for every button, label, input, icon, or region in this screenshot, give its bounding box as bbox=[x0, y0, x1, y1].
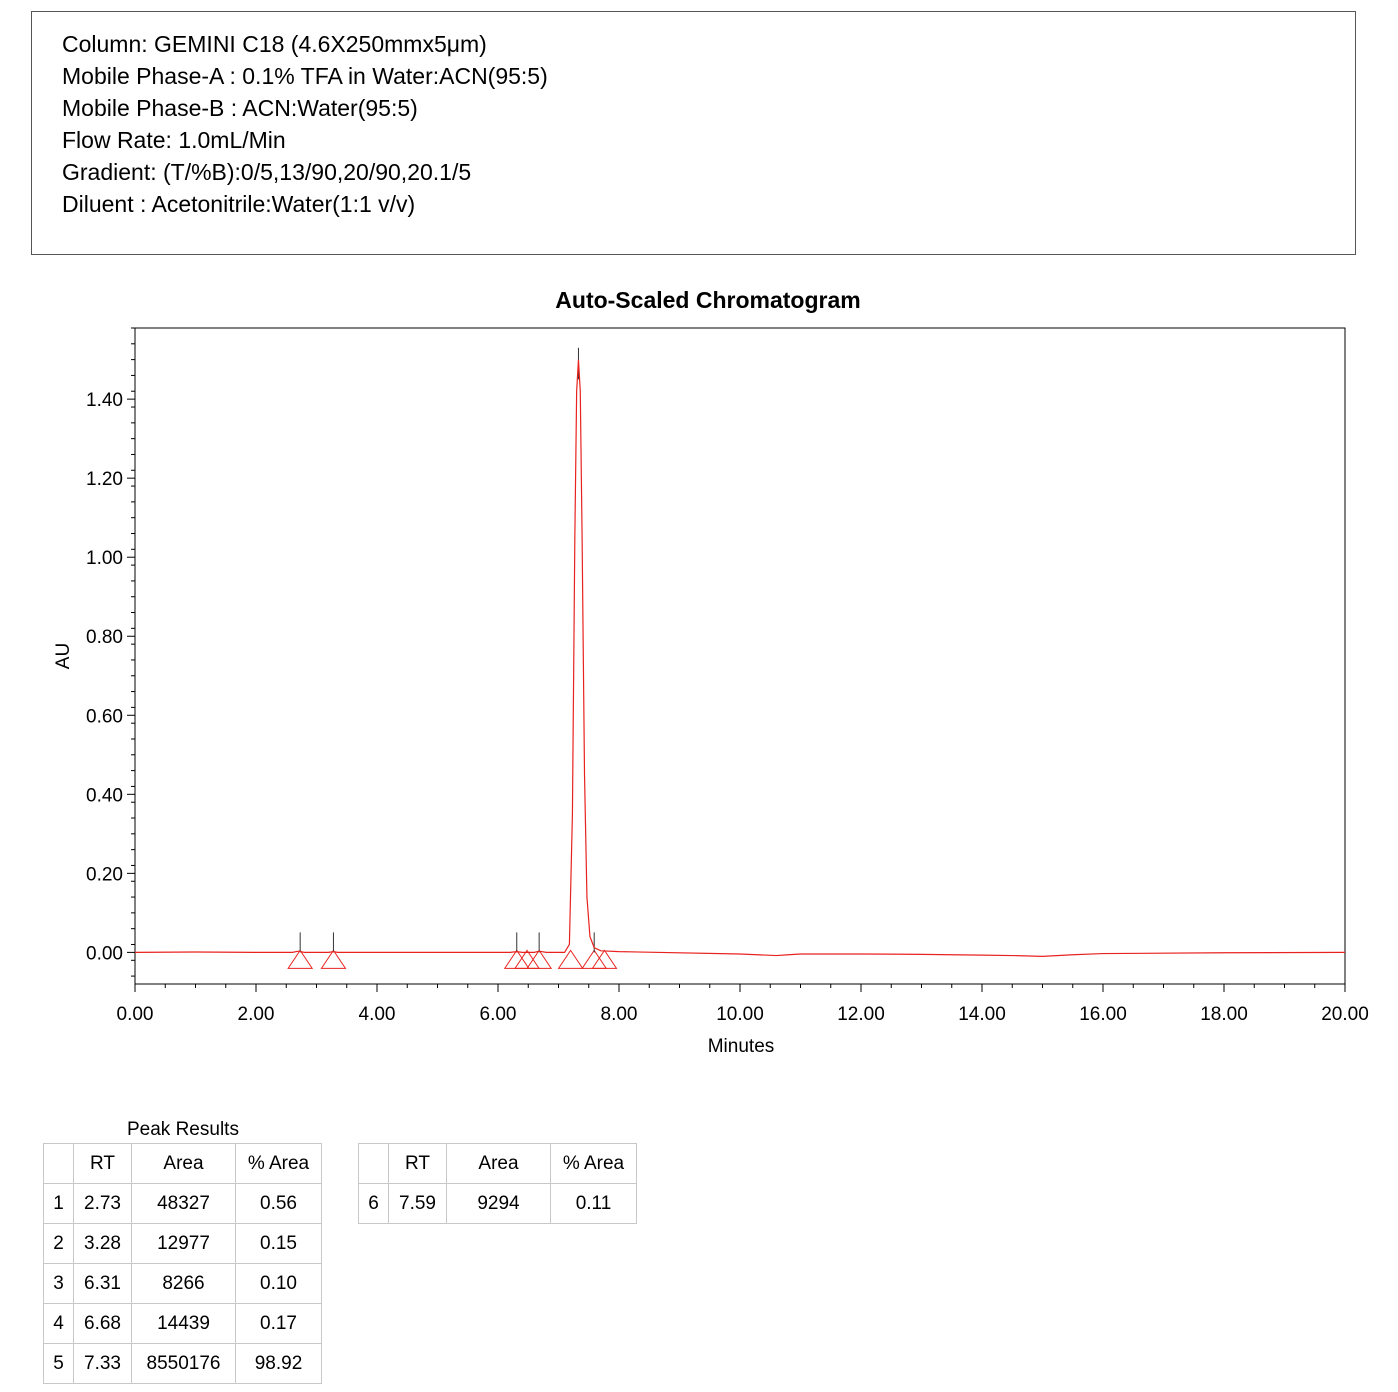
x-tick-label: 10.00 bbox=[716, 1004, 764, 1025]
table-row bbox=[44, 1344, 322, 1384]
header-rt: RT bbox=[389, 1144, 447, 1184]
header-area: Area bbox=[447, 1144, 551, 1184]
x-tick-label: 0.00 bbox=[116, 1004, 154, 1025]
x-tick-label: 20.00 bbox=[1321, 1004, 1369, 1025]
peak-rt: 7.59 bbox=[389, 1184, 447, 1224]
x-tick-label: 16.00 bbox=[1079, 1004, 1127, 1025]
peak-area: 14439 bbox=[132, 1304, 236, 1344]
peak-index: 5 bbox=[44, 1344, 74, 1384]
peak-percent-area: 0.15 bbox=[236, 1224, 322, 1264]
x-tick-label: 12.00 bbox=[837, 1004, 885, 1025]
plot-frame bbox=[135, 328, 1345, 984]
method-info-box bbox=[31, 11, 1356, 255]
peak-rt: 3.28 bbox=[74, 1224, 132, 1264]
table-header-row bbox=[44, 1144, 322, 1184]
peak-rt: 7.33 bbox=[74, 1344, 132, 1384]
chromatogram-trace bbox=[135, 360, 1345, 957]
method-mobile-phase-a: Mobile Phase-A : 0.1% TFA in Water:ACN(95:5) bbox=[62, 63, 548, 89]
peak-rt: 2.73 bbox=[74, 1184, 132, 1224]
chart-title: Auto-Scaled Chromatogram bbox=[555, 287, 861, 313]
peak-percent-area: 0.56 bbox=[236, 1184, 322, 1224]
peak-rt: 6.31 bbox=[74, 1264, 132, 1304]
y-tick-label: 0.20 bbox=[86, 864, 123, 886]
table-row bbox=[44, 1264, 322, 1304]
peak-percent-area: 0.11 bbox=[551, 1184, 637, 1224]
method-flow-rate: Flow Rate: 1.0mL/Min bbox=[62, 127, 286, 153]
y-tick-label: 0.40 bbox=[86, 785, 123, 807]
y-axis bbox=[86, 328, 135, 976]
method-diluent: Diluent : Acetonitrile:Water(1:1 v/v) bbox=[62, 191, 416, 217]
header-area: Area bbox=[132, 1144, 236, 1184]
peak-index: 6 bbox=[359, 1184, 389, 1224]
x-tick-label: 2.00 bbox=[237, 1004, 275, 1025]
y-tick-label: 0.80 bbox=[86, 627, 123, 649]
y-tick-label: 0.00 bbox=[86, 943, 123, 965]
peak-index: 2 bbox=[44, 1224, 74, 1264]
x-axis bbox=[117, 984, 1369, 1025]
header-rt: RT bbox=[74, 1144, 132, 1184]
chromatogram-chart bbox=[0, 270, 1398, 1070]
integration-marker bbox=[288, 950, 312, 968]
header-percent-area: % Area bbox=[236, 1144, 322, 1184]
y-tick-label: 1.20 bbox=[86, 469, 123, 491]
peak-results-table-2 bbox=[358, 1143, 637, 1224]
integration-marker bbox=[527, 950, 551, 968]
integration-marker bbox=[321, 950, 345, 968]
x-tick-label: 8.00 bbox=[600, 1004, 638, 1025]
y-axis-title: AU bbox=[53, 642, 74, 670]
x-tick-label: 6.00 bbox=[479, 1004, 517, 1025]
peak-area: 12977 bbox=[132, 1224, 236, 1264]
y-tick-label: 1.00 bbox=[86, 548, 123, 570]
integration-marker bbox=[559, 950, 583, 968]
table-row bbox=[44, 1184, 322, 1224]
peak-rt: 6.68 bbox=[74, 1304, 132, 1344]
integration-marks-layer bbox=[288, 348, 616, 969]
peak-results-title: Peak Results bbox=[127, 1119, 239, 1140]
peak-index: 4 bbox=[44, 1304, 74, 1344]
method-gradient: Gradient: (T/%B):0/5,13/90,20/90,20.1/5 bbox=[62, 159, 472, 185]
x-tick-label: 18.00 bbox=[1200, 1004, 1248, 1025]
peak-area: 48327 bbox=[132, 1184, 236, 1224]
x-tick-label: 4.00 bbox=[358, 1004, 396, 1025]
table-row bbox=[44, 1304, 322, 1344]
x-axis-title: Minutes bbox=[707, 1036, 775, 1057]
table-row bbox=[359, 1184, 637, 1224]
peak-percent-area: 0.17 bbox=[236, 1304, 322, 1344]
x-tick-label: 14.00 bbox=[958, 1004, 1006, 1025]
peak-index: 3 bbox=[44, 1264, 74, 1304]
header-percent-area: % Area bbox=[551, 1144, 637, 1184]
peak-percent-area: 0.10 bbox=[236, 1264, 322, 1304]
peak-area: 8266 bbox=[132, 1264, 236, 1304]
peak-index: 1 bbox=[44, 1184, 74, 1224]
peak-results-table-1 bbox=[43, 1143, 322, 1384]
header-index bbox=[44, 1144, 74, 1184]
peak-percent-area: 98.92 bbox=[236, 1344, 322, 1384]
table-header-row bbox=[359, 1144, 637, 1184]
y-tick-label: 0.60 bbox=[86, 706, 123, 728]
y-tick-label: 1.40 bbox=[86, 390, 123, 412]
method-mobile-phase-b: Mobile Phase-B : ACN:Water(95:5) bbox=[62, 95, 418, 121]
method-column: Column: GEMINI C18 (4.6X250mmx5μm) bbox=[62, 31, 487, 57]
peak-area: 9294 bbox=[447, 1184, 551, 1224]
peak-area: 8550176 bbox=[132, 1344, 236, 1384]
header-index bbox=[359, 1144, 389, 1184]
table-row bbox=[44, 1224, 322, 1264]
